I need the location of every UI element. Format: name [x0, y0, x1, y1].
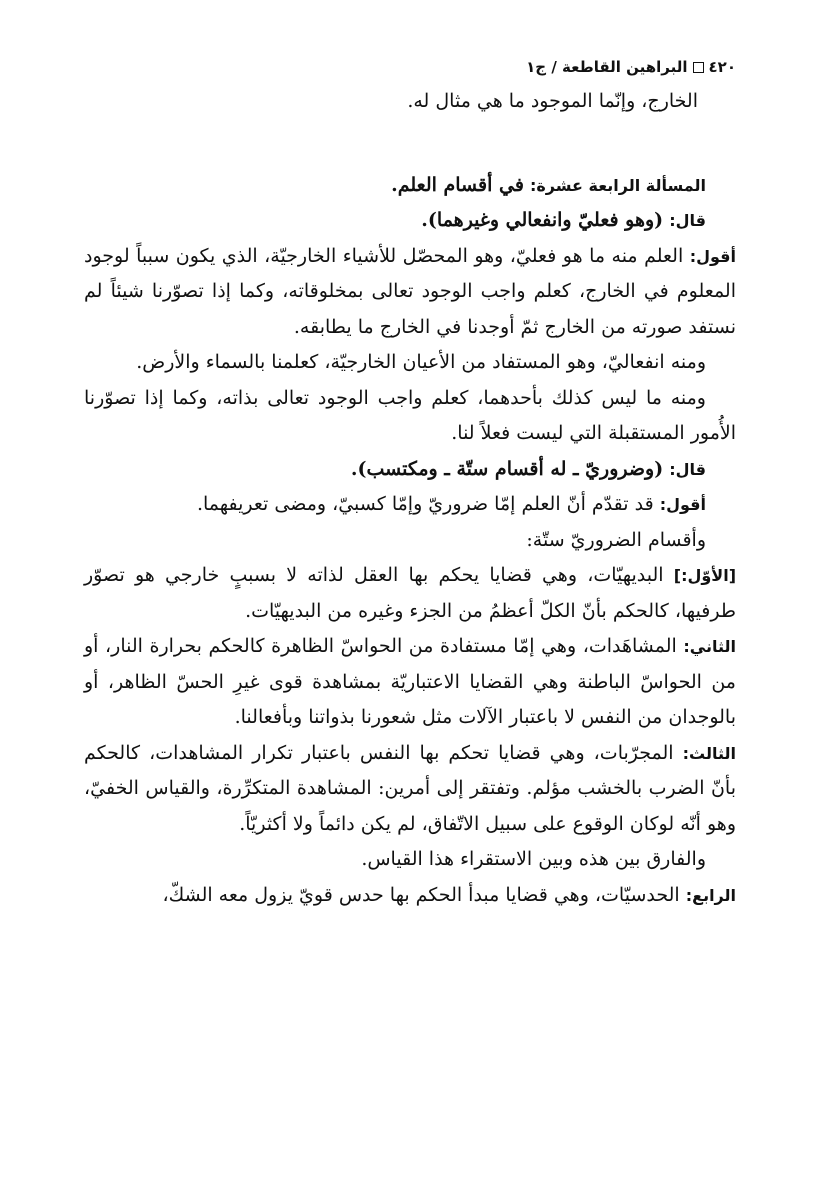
- paragraph: وأقسام الضروريّ ستّة:: [526, 528, 706, 551]
- running-head-title: البراهين القاطعة / ج١: [526, 58, 688, 76]
- section-heading: [84, 168, 736, 204]
- paragraph: والفارق بين هذه وبين الاستقراء هذا القياس.: [361, 848, 706, 870]
- paragraph: ومنه انفعاليّ، وهو المستفاد من الأعيان الخارجيّة، كعلمنا بالسماء والأرض.: [136, 351, 706, 373]
- paragraph: قال: (وضروريّ ـ له أقسام ستّة ـ ومكتسب).: [350, 457, 706, 480]
- paragraph: قال: (وهو فعليّ وانفعالي وغيرهما).: [421, 209, 706, 231]
- paragraph: الثاني: المشاهَدات، وهي إمّا مستفادة من الحواسّ الظاهرة كالحكم بحرارة النار، أو من الحواسّ الباطنة وهي القضايا الاعتباريّة بمشاهدة قوى غيرِ الحسّ الظاهر، أو بالوجدان من النفس لا باعتبار الآلات مثل شعورنا بذواتنا وبأفعالنا.: [84, 635, 736, 728]
- section-heading-lead: المسألة الرابعة عشرة:: [529, 175, 706, 195]
- section-gap: [84, 120, 736, 168]
- paragraph: ومنه ما ليس كذلك بأحدهما، كعلم واجب الوجود تعالى بذاته، وكما إذا تصوّرنا الأُمور المستقبلة التي ليست فعلاً لنا.: [84, 386, 736, 444]
- paragraph: الثالث: المجرّبات، وهي قضايا تحكم بها النفس باعتبار تكرار المشاهدات، كالحكم بأنّ الضرب بالخشب مؤلم. وتفتقر إلى أمرين: المشاهدة المتكرِّرة، والقياس الخفيّ، وهو أنّه لوكان الوقوع على سبيل الاتّفاق، لم يكن دائماً ولا أكثريّاً.: [84, 741, 736, 835]
- paragraph: [الأوّل:] البديهيّات، وهي قضايا يحكم بها العقل لذاته لا بسببٍ خارجي هو تصوّر طرفيها، كالحكم بأنّ الكلّ أعظمُ من الجزء وغيره من البديهيّات.: [84, 564, 737, 622]
- paragraph: أقول: قد تقدّم أنّ العلم إمّا ضروريّ وإمّا كسبيّ، ومضى تعريفهما.: [196, 493, 706, 515]
- paragraph: الرابع: الحدسيّات، وهي قضايا مبدأ الحكم بها حدس قويّ يزول معه الشكّ،: [162, 883, 736, 906]
- paragraph: أقول: العلم منه ما هو فعليّ، وهو المحصّل للأشياء الخارجيّة، الذي يكون سبباً لوجود المعلوم في الخارج، كعلم واجب الوجود تعالى بمخلوقاته، وكما إذا تصوّرنا شيئاً لم نستفد صورته من الخارج ثمّ أوجدنا في الخارج ما يطابقه.: [84, 244, 736, 338]
- page: [84, 50, 736, 913]
- page-number: ٤٢٠: [708, 58, 736, 76]
- square-ornament-icon: [693, 62, 704, 73]
- paragraph-continuation: الخارج، وإنّما الموجود ما هي مثال له.: [407, 90, 698, 112]
- section-heading-text: في أقسام العلم.: [391, 173, 524, 196]
- running-head: [84, 50, 736, 84]
